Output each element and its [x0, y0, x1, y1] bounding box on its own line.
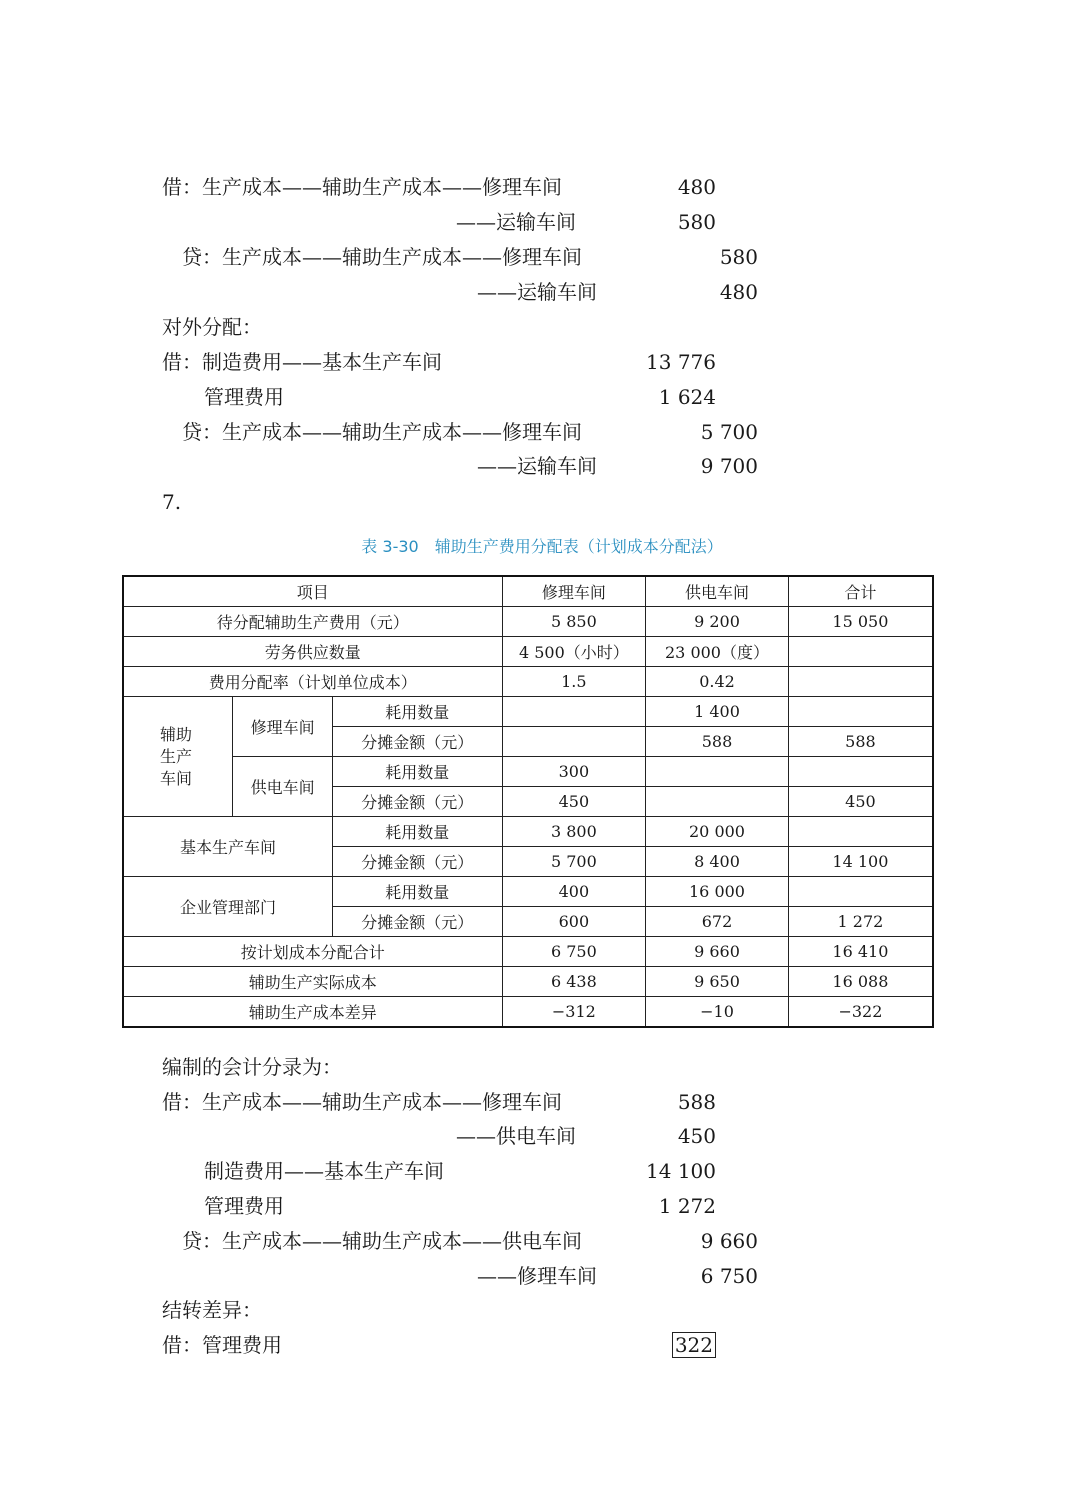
entry-amount: 588 [677, 1090, 716, 1114]
entry-line: 贷：生产成本——辅助生产成本——修理车间 [182, 420, 582, 444]
cell: 1 272 [788, 907, 933, 937]
cell: 600 [502, 907, 646, 937]
table-header-row [123, 576, 933, 607]
entry-amount: 480 [719, 280, 758, 304]
section-label: 编制的会计分录为： [162, 1055, 342, 1079]
table-caption: 表 3-30 辅助生产费用分配表（计划成本分配法） [361, 537, 723, 556]
table-row [123, 637, 933, 667]
entry-amount: 9 700 [700, 454, 758, 478]
entry-amount: 450 [677, 1124, 716, 1148]
cell [788, 697, 933, 727]
row-label: 耗用数量 [332, 757, 502, 787]
table-row [123, 697, 933, 727]
cell [646, 787, 789, 817]
cell: 400 [502, 877, 646, 907]
table-row [123, 877, 933, 907]
cell: 20 000 [646, 817, 789, 847]
entry-line: 管理费用 [204, 385, 284, 409]
cell: 9 660 [646, 937, 789, 967]
cell: 588 [646, 727, 789, 757]
cell: 16 088 [788, 967, 933, 997]
cell: 9 650 [646, 967, 789, 997]
cell: −10 [646, 997, 789, 1028]
row-label: 辅助生产实际成本 [123, 967, 502, 997]
cell: 5 700 [502, 847, 646, 877]
allocation-table [122, 575, 934, 1028]
entry-amount: 480 [677, 175, 716, 199]
cell: −322 [788, 997, 933, 1028]
subgroup-label: 供电车间 [233, 757, 333, 817]
cell: 16 000 [646, 877, 789, 907]
table-row [123, 607, 933, 637]
entry-amount: 5 700 [700, 420, 758, 444]
entry-amount: 1 624 [658, 385, 716, 409]
cell: 6 750 [502, 937, 646, 967]
cell: 23 000（度） [646, 637, 789, 667]
table-row [123, 667, 933, 697]
row-label: 劳务供应数量 [123, 637, 502, 667]
cell: 14 100 [788, 847, 933, 877]
entry-line: 借：制造费用——基本生产车间 [162, 350, 442, 374]
entry-line: 贷：生产成本——辅助生产成本——修理车间 [182, 245, 582, 269]
entry-amount: 9 660 [700, 1229, 758, 1253]
cell: 9 200 [646, 607, 789, 637]
section-label: 结转差异： [162, 1298, 262, 1322]
row-label: 待分配辅助生产费用（元） [123, 607, 502, 637]
cell: 672 [646, 907, 789, 937]
entry-line: ——修理车间 [477, 1264, 597, 1288]
cell [788, 817, 933, 847]
header-repair: 修理车间 [502, 576, 646, 607]
entry-line: ——运输车间 [477, 280, 597, 304]
row-label: 耗用数量 [332, 697, 502, 727]
entry-amount: 580 [719, 245, 758, 269]
entry-line: ——运输车间 [456, 210, 576, 234]
header-total: 合计 [788, 576, 933, 607]
cell: 5 850 [502, 607, 646, 637]
cell: 6 438 [502, 967, 646, 997]
table-row [123, 997, 933, 1028]
entry-amount: 6 750 [700, 1264, 758, 1288]
entry-amount: 580 [677, 210, 716, 234]
cell: 1.5 [502, 667, 646, 697]
row-label: 耗用数量 [332, 877, 502, 907]
row-label: 分摊金额（元） [332, 727, 502, 757]
cell: 450 [788, 787, 933, 817]
cell [502, 727, 646, 757]
subgroup-label: 修理车间 [233, 697, 333, 757]
cell: 4 500（小时） [502, 637, 646, 667]
cell [502, 697, 646, 727]
entry-line: 借：管理费用 [162, 1333, 282, 1357]
row-label: 辅助生产成本差异 [123, 997, 502, 1028]
row-label: 耗用数量 [332, 817, 502, 847]
table-row [123, 757, 933, 787]
entry-line: 贷：生产成本——辅助生产成本——供电车间 [182, 1229, 582, 1253]
cell [646, 757, 789, 787]
row-label: 分摊金额（元） [332, 907, 502, 937]
cell: 15 050 [788, 607, 933, 637]
cell: 300 [502, 757, 646, 787]
cell: 16 410 [788, 937, 933, 967]
row-label: 费用分配率（计划单位成本） [123, 667, 502, 697]
section-label: 对外分配： [162, 315, 262, 339]
cell [788, 637, 933, 667]
entry-line: 借：生产成本——辅助生产成本——修理车间 [162, 175, 562, 199]
cell: 0.42 [646, 667, 789, 697]
table-row [123, 937, 933, 967]
row-label: 分摊金额（元） [332, 847, 502, 877]
table-row [123, 817, 933, 847]
row-label: 分摊金额（元） [332, 787, 502, 817]
cell: 588 [788, 727, 933, 757]
header-power: 供电车间 [646, 576, 789, 607]
group-label-mgmt: 企业管理部门 [123, 877, 332, 937]
entry-line: 管理费用 [204, 1194, 284, 1218]
cell: 450 [502, 787, 646, 817]
cell: 1 400 [646, 697, 789, 727]
row-label: 按计划成本分配合计 [123, 937, 502, 967]
cell [788, 667, 933, 697]
boxed-amount: 322 [672, 1332, 716, 1358]
header-item: 项目 [123, 576, 502, 607]
entry-line: 借：生产成本——辅助生产成本——修理车间 [162, 1090, 562, 1114]
entry-amount: 14 100 [646, 1159, 716, 1183]
entry-line: ——运输车间 [477, 454, 597, 478]
entry-amount: 13 776 [646, 350, 716, 374]
entry-amount-boxed [672, 1333, 716, 1357]
entry-amount: 1 272 [658, 1194, 716, 1218]
group-label-basic: 基本生产车间 [123, 817, 332, 877]
group-label-aux: 辅助 生产 车间 [123, 697, 233, 817]
cell [788, 877, 933, 907]
table-row [123, 967, 933, 997]
cell: 3 800 [502, 817, 646, 847]
question-number: 7. [162, 490, 182, 514]
cell: −312 [502, 997, 646, 1028]
cell: 8 400 [646, 847, 789, 877]
cell [788, 757, 933, 787]
entry-line: ——供电车间 [456, 1124, 576, 1148]
entry-line: 制造费用——基本生产车间 [204, 1159, 444, 1183]
